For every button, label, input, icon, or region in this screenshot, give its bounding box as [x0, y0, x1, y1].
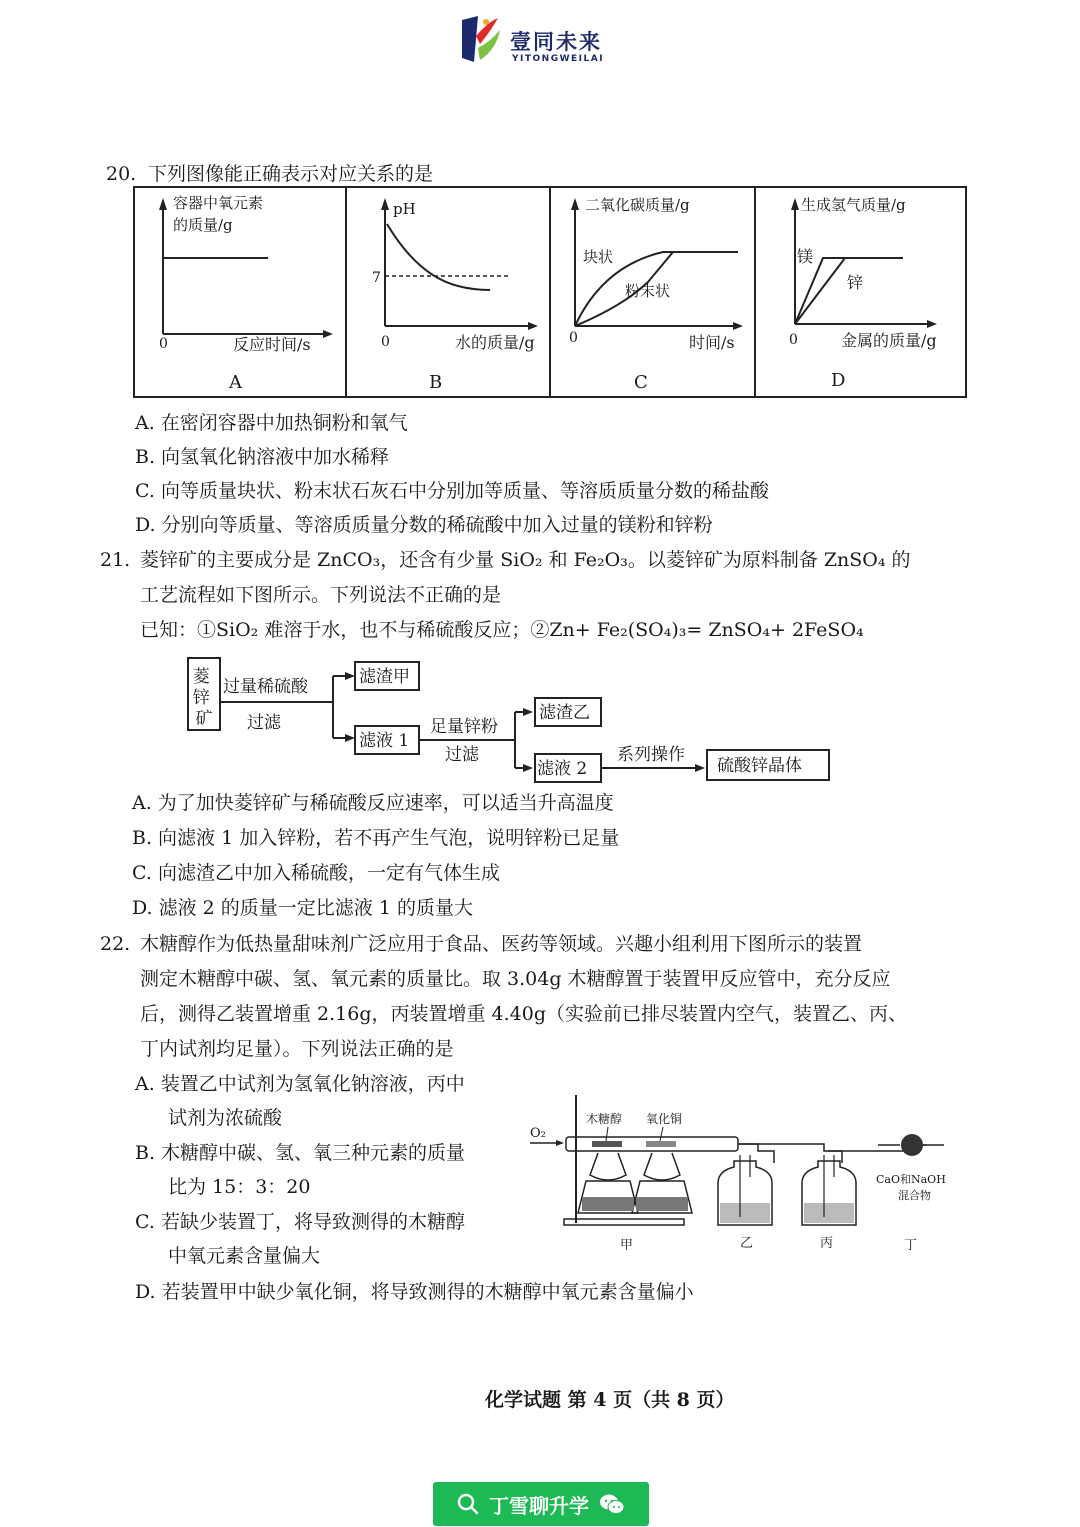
q22-option-d: D. 若装置甲中缺少氧化铜，将导致测得的木糖醇中氧元素含量偏小	[135, 1281, 694, 1303]
graph-b-ref-7: 7	[372, 270, 381, 286]
apparatus-o2: O₂	[530, 1126, 546, 1141]
graph-a-origin: 0	[159, 336, 168, 352]
q20-number: 20.	[106, 163, 137, 185]
brand-name-en: YITONGWEILAI	[512, 54, 605, 64]
flow-filtrate-2: 滤液 2	[537, 759, 588, 779]
apparatus-absorbent-1: CaO和NaOH	[876, 1173, 946, 1186]
graph-c-letter: C	[634, 372, 648, 393]
graph-c-ylabel: 二氧化碳质量/g	[585, 196, 690, 214]
q22-line-2: 测定木糖醇中碳、氢、氧元素的质量比。取 3.04g 木糖醇置于装置甲反应管中，充分反应	[140, 968, 891, 990]
graph-d-ylabel: 生成氢气质量/g	[801, 196, 906, 214]
flow-raw-material: 菱 锌 矿	[192, 667, 213, 729]
flow-residue-1: 滤渣甲	[359, 667, 410, 687]
apparatus-label-bing: 丙	[820, 1236, 834, 1251]
q22-option-b-2: 比为 15：3：20	[168, 1176, 311, 1198]
q21-option-b: B. 向滤液 1 加入锌粉，若不再产生气泡，说明锌粉已足量	[132, 827, 620, 849]
graph-d-curve-zn: 锌	[847, 273, 864, 292]
search-icon	[457, 1493, 479, 1515]
graph-b-letter: B	[429, 372, 443, 393]
apparatus-label-yi: 乙	[740, 1236, 754, 1251]
graph-c-xlabel: 时间/s	[689, 333, 735, 352]
bottom-bar-label: 丁雪聊升学	[489, 1493, 589, 1518]
flow-step1-top: 过量稀硫酸	[223, 677, 308, 697]
flow-step3: 系列操作	[617, 745, 685, 765]
brand-logo	[458, 14, 628, 66]
bottom-search-bar[interactable]	[433, 1482, 649, 1526]
flow-residue-2: 滤渣乙	[539, 703, 590, 723]
graph-d-letter: D	[831, 370, 846, 391]
q22-option-a-2: 试剂为浓硫酸	[168, 1107, 283, 1129]
q21-number: 21.	[100, 549, 131, 571]
q20-option-b: B. 向氢氧化钠溶液中加水稀释	[135, 446, 390, 468]
apparatus-absorbent-2: 混合物	[898, 1189, 931, 1202]
graph-c-origin: 0	[569, 330, 578, 346]
logo-mark-icon	[458, 14, 504, 64]
q20-graphs-panel	[133, 186, 967, 398]
q22-line-1: 木糖醇作为低热量甜味剂广泛应用于食品、医药等领域。兴趣小组利用下图所示的装置	[140, 933, 863, 955]
q22-option-b-1: B. 木糖醇中碳、氢、氧三种元素的质量	[135, 1142, 466, 1164]
page-footer: 化学试题 第 4 页（共 8 页）	[485, 1389, 735, 1411]
graph-c	[569, 196, 743, 393]
graph-b-xlabel: 水的质量/g	[455, 333, 535, 352]
graph-a-xlabel: 反应时间/s	[233, 335, 311, 354]
graph-a	[159, 194, 333, 393]
graph-a-letter: A	[229, 372, 242, 393]
q22-line-4: 丁内试剂均足量）。下列说法正确的是	[140, 1038, 454, 1060]
q21-option-d: D. 滤液 2 的质量一定比滤液 1 的质量大	[132, 897, 473, 919]
flow-step2-top: 足量锌粉	[430, 717, 498, 737]
apparatus-oxide: 氧化铜	[646, 1112, 683, 1126]
bottle-bing	[802, 1155, 856, 1225]
graph-d-xlabel: 金属的质量/g	[841, 331, 937, 350]
q22-option-c-2: 中氧元素含量偏大	[168, 1245, 321, 1267]
flow-step2-bottom: 过滤	[445, 745, 479, 765]
q20-stem: 下列图像能正确表示对应关系的是	[148, 163, 434, 185]
q21-option-a: A. 为了加快菱锌矿与稀硫酸反应速率，可以适当升高温度	[132, 792, 614, 814]
apparatus-sample: 木糖醇	[586, 1112, 623, 1126]
q22-number: 22.	[100, 933, 131, 955]
q21-flowchart	[185, 652, 845, 792]
graph-c-curve-powder: 粉末状	[625, 282, 671, 300]
q20-option-c: C. 向等质量块状、粉末状石灰石中分别加等质量、等溶质质量分数的稀盐酸	[135, 480, 769, 502]
q21-line2: 工艺流程如下图所示。下列说法不正确的是	[140, 584, 502, 606]
graph-d	[789, 196, 937, 391]
brand-name-cn: 壹同未来	[510, 30, 602, 54]
q22-apparatus	[528, 1085, 968, 1255]
graph-b-origin: 0	[381, 334, 390, 350]
graph-b	[372, 198, 538, 393]
q21-option-c: C. 向滤渣乙中加入稀硫酸，一定有气体生成	[132, 862, 500, 884]
q22-option-c-1: C. 若缺少装置丁，将导致测得的木糖醇	[135, 1211, 465, 1233]
graph-c-curve-block: 块状	[583, 248, 614, 266]
apparatus-label-ding: 丁	[904, 1238, 918, 1253]
bottle-yi	[718, 1155, 772, 1225]
flow-product: 硫酸锌晶体	[717, 756, 802, 776]
q22-option-a-1: A. 装置乙中试剂为氢氧化钠溶液，丙中	[135, 1073, 465, 1095]
q21-line1: 菱锌矿的主要成分是 ZnCO₃，还含有少量 SiO₂ 和 Fe₂O₃。以菱锌矿为原料制备 ZnSO₄ 的	[140, 549, 911, 571]
apparatus-label-jia: 甲	[620, 1238, 634, 1253]
graph-a-ylabel-2: 的质量/g	[173, 216, 233, 234]
graph-b-ylabel: pH	[393, 200, 416, 218]
q20-option-d: D. 分别向等质量、等溶质质量分数的稀硫酸中加入过量的镁粉和锌粉	[135, 514, 713, 536]
graph-d-curve-mg: 镁	[797, 247, 814, 266]
wechat-icon	[599, 1493, 625, 1515]
graph-a-ylabel-1: 容器中氧元素	[173, 194, 264, 212]
drying-tube	[878, 1134, 944, 1156]
flow-step1-bottom: 过滤	[247, 713, 281, 733]
q20-option-a: A. 在密闭容器中加热铜粉和氧气	[135, 412, 408, 434]
graph-d-origin: 0	[789, 332, 798, 348]
q22-line-3: 后，测得乙装置增重 2.16g，丙装置增重 4.40g（实验前已排尽装置内空气，装置乙、丙、	[140, 1003, 908, 1025]
q21-line3: 已知：①SiO₂ 难溶于水，也不与稀硫酸反应；②Zn+ Fe₂(SO₄)₃= ZnSO₄+ 2FeSO₄	[140, 619, 864, 641]
flow-filtrate-1: 滤液 1	[359, 731, 410, 751]
